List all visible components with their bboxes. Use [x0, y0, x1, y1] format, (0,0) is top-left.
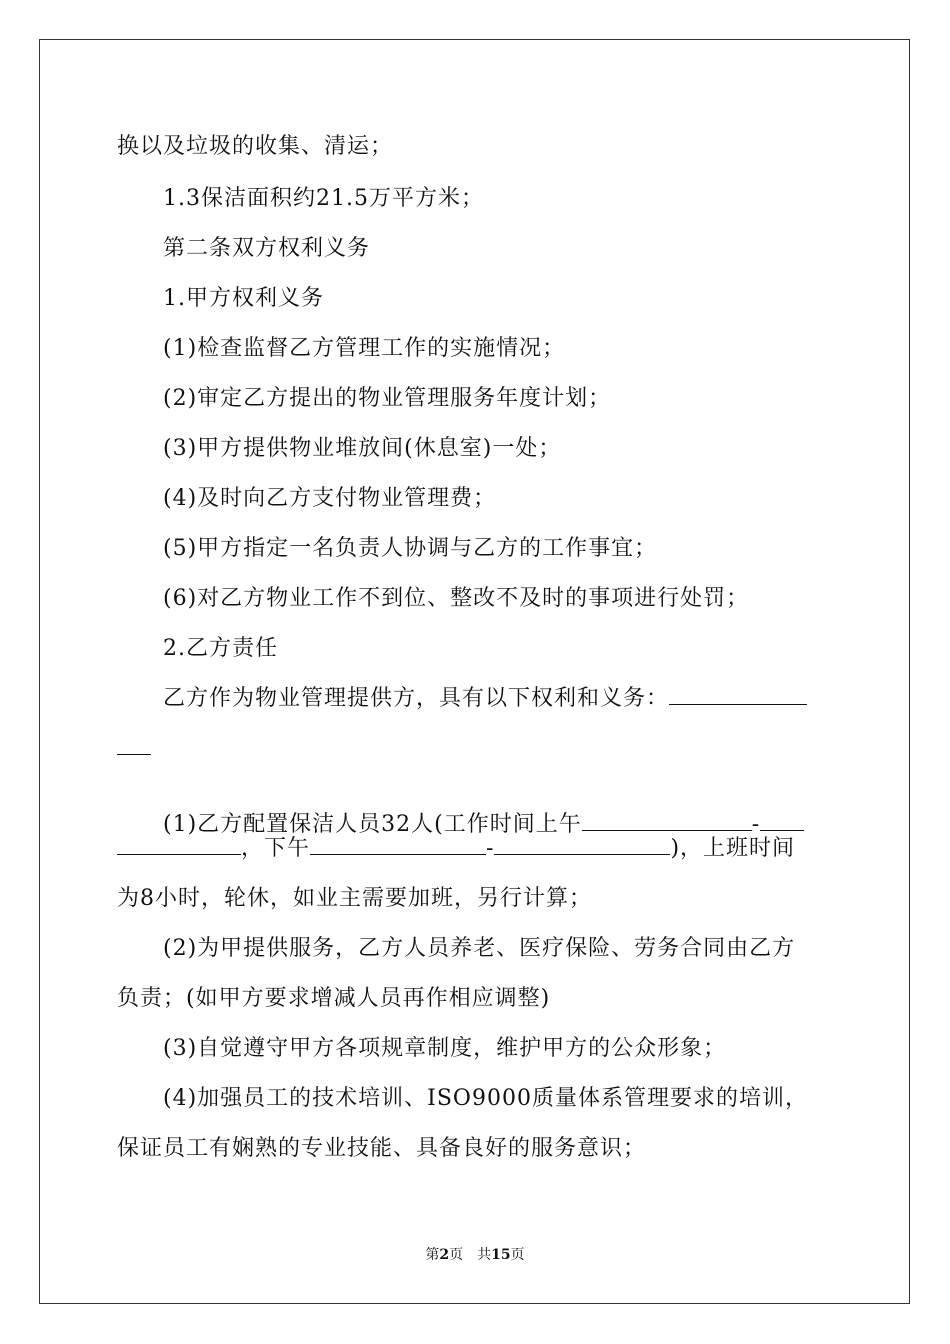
blank-field [117, 734, 151, 755]
clause-4-line-2: 保证员工有娴熟的专业技能、具备良好的服务意识； [117, 1136, 647, 1161]
morning-start-blank [582, 810, 752, 831]
list-item-4: (4)及时向乙方支付物业管理费； [163, 486, 497, 511]
morning-end-blank [760, 810, 804, 831]
page-suffix: 页 [510, 1247, 525, 1263]
subsection-heading-2: 2.乙方责任 [163, 636, 278, 661]
afternoon-end-blank [494, 834, 670, 855]
current-page-number: 2 [439, 1247, 450, 1263]
section-heading: 第二条双方权利义务 [163, 236, 371, 261]
clause-2-line-1: (2)为甲提供服务，乙方人员养老、医疗保险、劳务合同由乙方 [163, 936, 796, 961]
dash: - [486, 836, 495, 861]
intro-text: 乙方作为物业管理提供方，具有以下权利和义务： [163, 686, 670, 711]
list-item-1: (1)检查监督乙方管理工作的实施情况； [163, 336, 566, 361]
clause-4-line-1: (4)加强员工的技术培训、ISO9000质量体系管理要求的培训， [163, 1086, 808, 1111]
page-border [39, 39, 910, 1304]
clause-1-text: (1)乙方配置保洁人员32人(工作时间上午 [163, 812, 582, 837]
list-item-5: (5)甲方指定一名负责人协调与乙方的工作事宜； [163, 536, 658, 561]
list-item-6: (6)对乙方物业工作不到位、整改不及时的事项进行处罚； [163, 586, 750, 611]
clause-2-line-2: 负责；(如甲方要求增减人员再作相应调整) [117, 986, 551, 1011]
clause-1-line-2 [117, 834, 795, 864]
work-hours-text: )，上班时间 [670, 836, 796, 861]
page-mid: 页 共 [449, 1247, 492, 1263]
paragraph-intro-continued [117, 734, 151, 764]
morning-end-blank-cont [117, 834, 241, 855]
list-item-3: (3)甲方提供物业堆放间(休息室)一处； [163, 436, 562, 461]
page-footer [0, 1246, 950, 1264]
total-page-number: 15 [491, 1247, 511, 1263]
paragraph-intro [163, 684, 807, 714]
afternoon-label: ，下午 [241, 836, 311, 861]
afternoon-start-blank [310, 834, 486, 855]
clause-1-line-3: 为8小时，轮休，如业主需要加班，另行计算； [117, 886, 592, 911]
body-line-2: 1.3保洁面积约21.5万平方米； [163, 186, 484, 211]
subsection-heading-1: 1.甲方权利义务 [163, 286, 324, 311]
blank-field [669, 684, 807, 705]
body-line-1: 换以及垃圾的收集、清运； [117, 134, 394, 159]
list-item-2: (2)审定乙方提出的物业管理服务年度计划； [163, 386, 612, 411]
clause-3: (3)自觉遵守甲方各项规章制度，维护甲方的公众形象； [163, 1036, 727, 1061]
page-prefix: 第 [425, 1247, 440, 1263]
dash: - [751, 812, 761, 837]
